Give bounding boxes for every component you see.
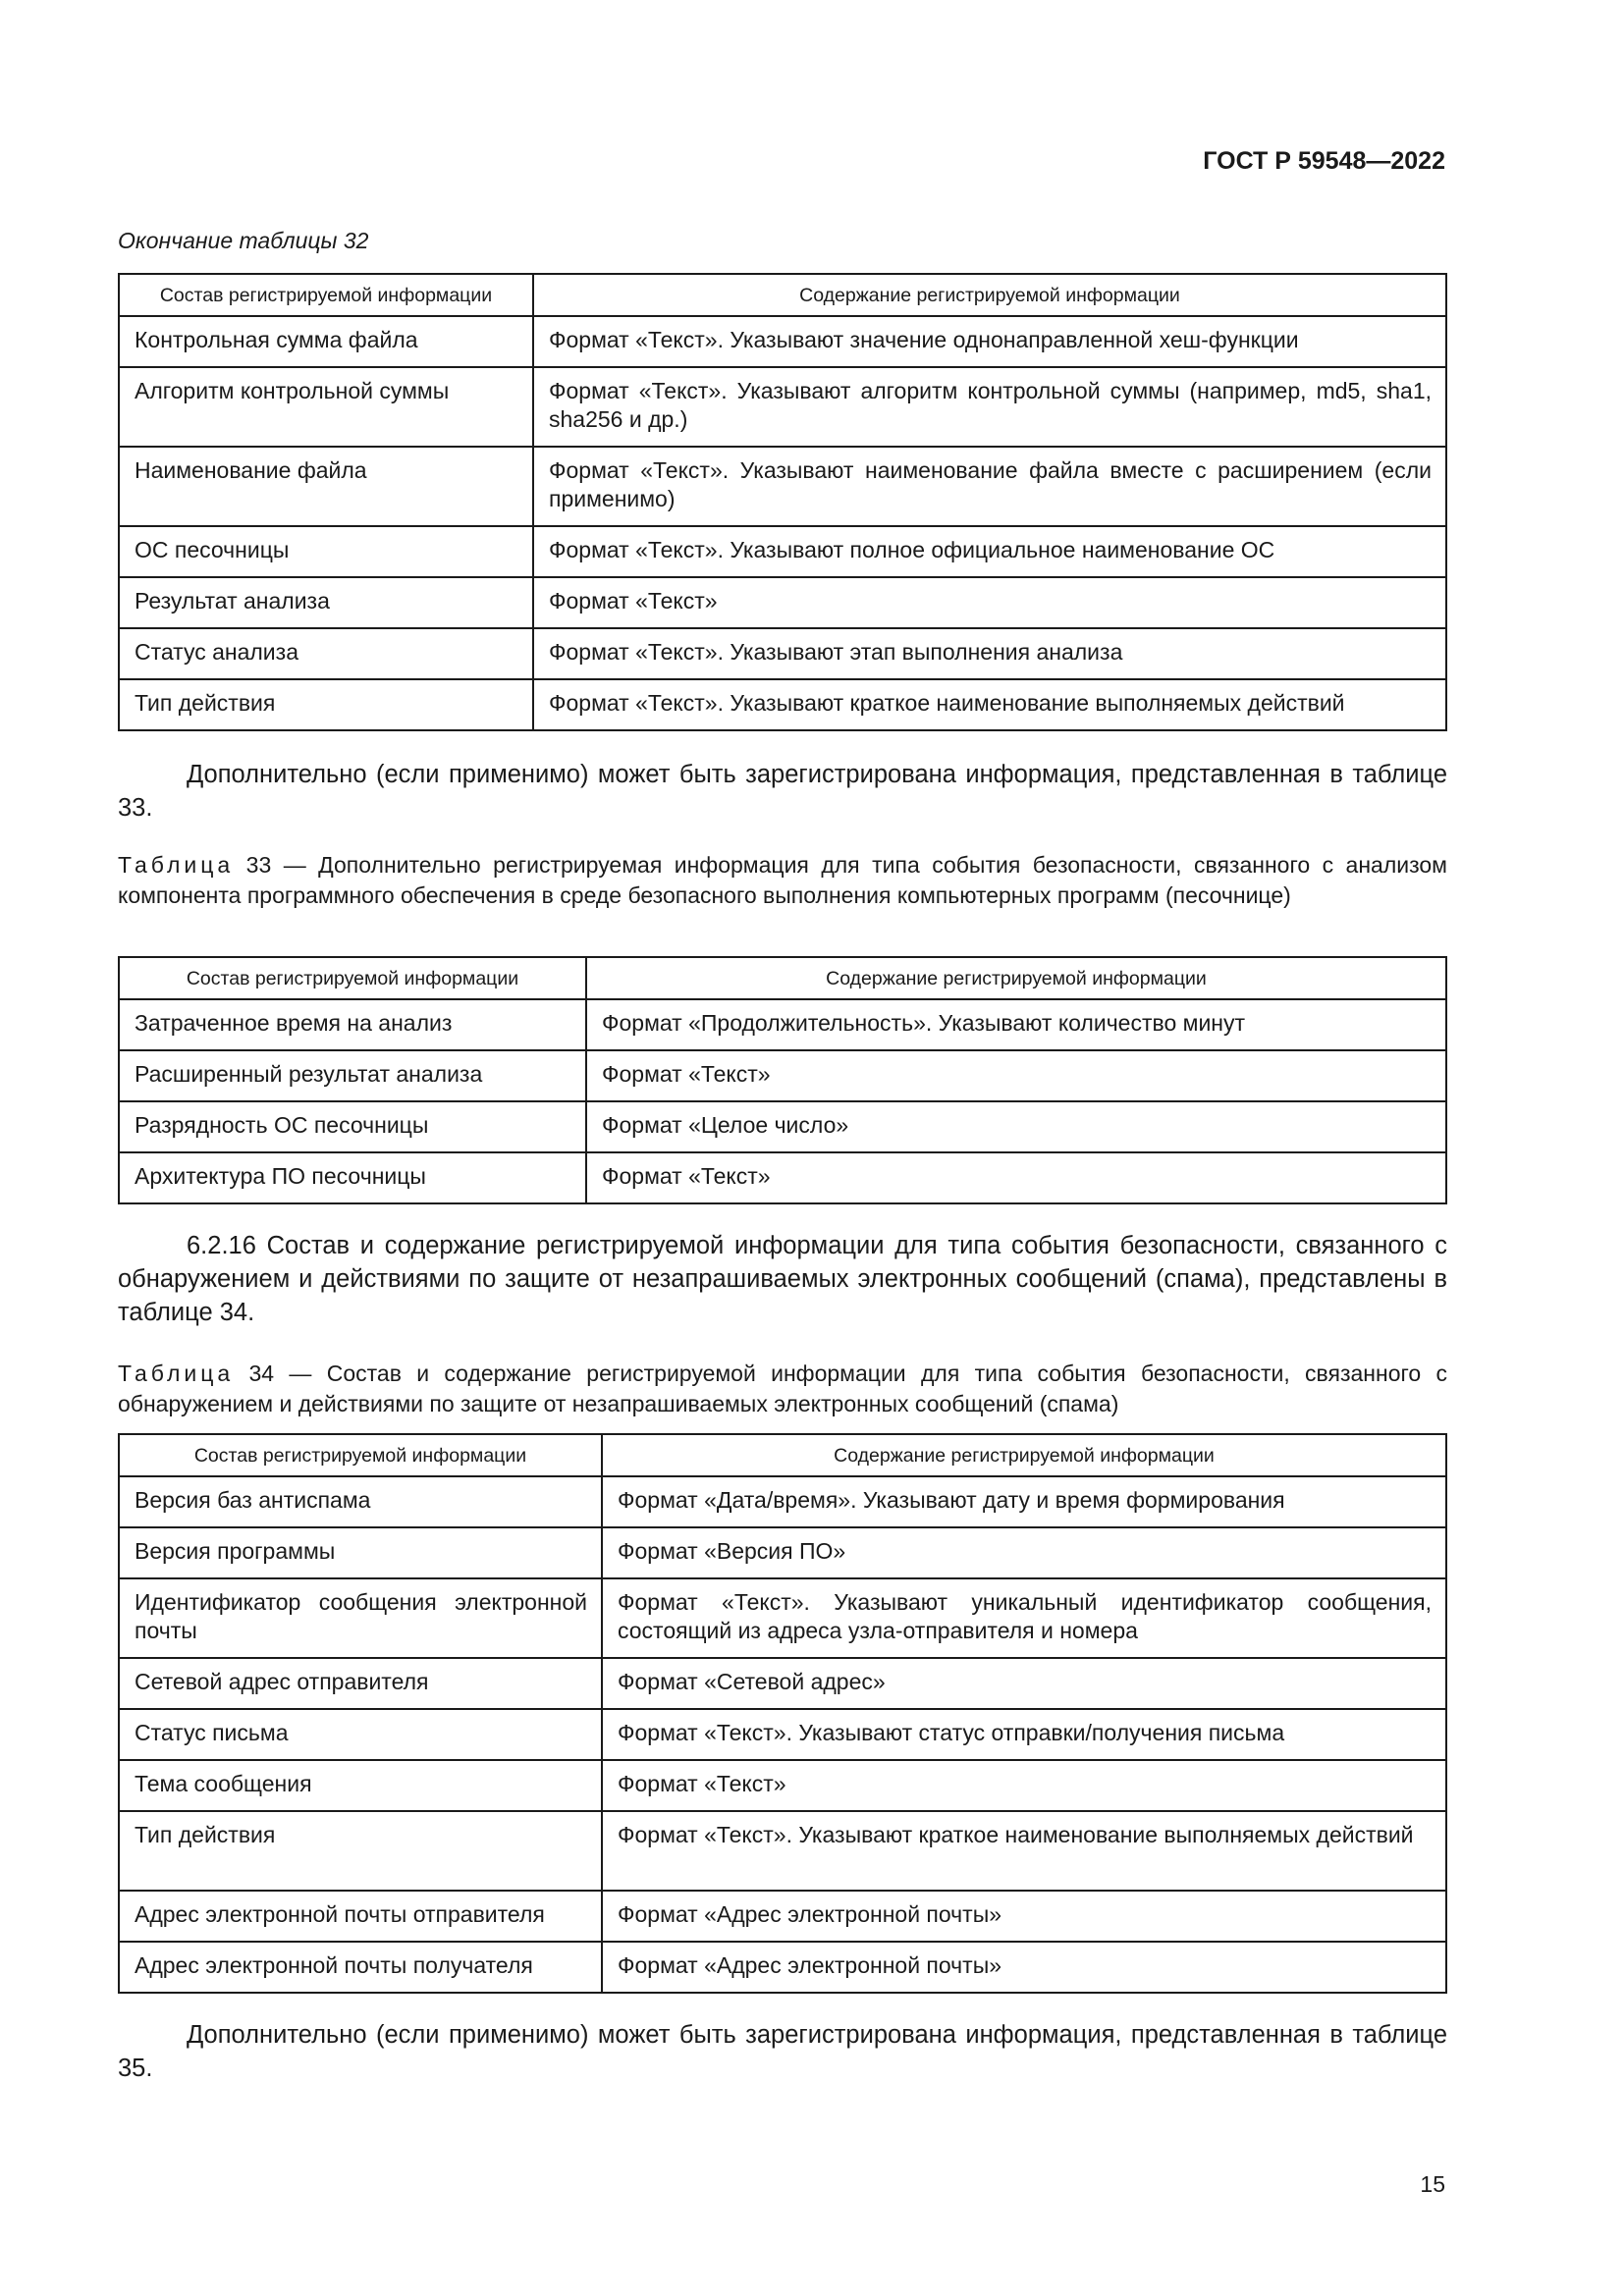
table-34-caption	[118, 1359, 1447, 1419]
table-cell: Формат «Текст». Указывают уникальный идентификатор сообщения, состоящий из адреса узла-отправителя и номера	[602, 1578, 1446, 1658]
table-cell: Формат «Дата/время». Указывают дату и время формирования	[602, 1476, 1446, 1527]
table-cell: Статус анализа	[119, 628, 533, 679]
table-cell: Наименование файла	[119, 447, 533, 526]
table-row	[119, 1476, 1446, 1527]
table-cell: Формат «Текст»	[586, 1050, 1446, 1101]
table-cell: Идентификатор сообщения электронной почты	[119, 1578, 602, 1658]
table-header-cell: Содержание регистрируемой информации	[533, 274, 1446, 316]
table-row	[119, 679, 1446, 730]
table-header-row	[119, 274, 1446, 316]
table-cell: Адрес электронной почты отправителя	[119, 1891, 602, 1942]
table-cell: Формат «Текст». Указывают наименование файла вместе с расширением (если применимо)	[533, 447, 1446, 526]
table-row	[119, 1942, 1446, 1993]
table-cell: Тип действия	[119, 1811, 602, 1891]
table-cell: Версия программы	[119, 1527, 602, 1578]
table-cell: Статус письма	[119, 1709, 602, 1760]
table-cell: Формат «Текст». Указывают значение однонаправленной хеш-функции	[533, 316, 1446, 367]
table-row	[119, 1891, 1446, 1942]
table-cell: Алгоритм контрольной суммы	[119, 367, 533, 447]
table-row	[119, 999, 1446, 1050]
table-cell: Формат «Целое число»	[586, 1101, 1446, 1152]
table-row	[119, 1760, 1446, 1811]
table-header-cell: Содержание регистрируемой информации	[586, 957, 1446, 999]
table-cell: ОС песочницы	[119, 526, 533, 577]
table-32	[118, 273, 1447, 731]
table-cell: Формат «Адрес электронной почты»	[602, 1891, 1446, 1942]
table-row	[119, 526, 1446, 577]
table-33-caption	[118, 850, 1447, 911]
table-row	[119, 316, 1446, 367]
table-cell: Формат «Текст»	[586, 1152, 1446, 1203]
table-cell: Тема сообщения	[119, 1760, 602, 1811]
table-caption-text: 33 — Дополнительно регистрируемая информация для типа события безопасности, связанного с анализом компонента программного обеспечения в среде безопасного выполнения компьютерных программ (песочнице)	[118, 852, 1447, 908]
table-row	[119, 1527, 1446, 1578]
table-cell: Архитектура ПО песочницы	[119, 1152, 586, 1203]
table-cell: Формат «Сетевой адрес»	[602, 1658, 1446, 1709]
table-cell: Формат «Текст». Указывают статус отправки/получения письма	[602, 1709, 1446, 1760]
table-cell: Формат «Текст»	[533, 577, 1446, 628]
table-header-row	[119, 957, 1446, 999]
table-row	[119, 628, 1446, 679]
table-header-cell: Состав регистрируемой информации	[119, 957, 586, 999]
table-cell: Формат «Текст». Указывают полное официальное наименование ОС	[533, 526, 1446, 577]
table-header-row	[119, 1434, 1446, 1476]
table-row	[119, 1050, 1446, 1101]
table-cell: Формат «Адрес электронной почты»	[602, 1942, 1446, 1993]
table-cell: Результат анализа	[119, 577, 533, 628]
table-cell: Адрес электронной почты получателя	[119, 1942, 602, 1993]
table-row	[119, 367, 1446, 447]
page-number: 15	[1420, 2171, 1445, 2197]
table-row	[119, 447, 1446, 526]
table-cell: Формат «Продолжительность». Указывают количество минут	[586, 999, 1446, 1050]
table-cell: Расширенный результат анализа	[119, 1050, 586, 1101]
table-row	[119, 1709, 1446, 1760]
standard-number: ГОСТ Р 59548—2022	[1203, 147, 1445, 175]
table-row	[119, 577, 1446, 628]
table-cell: Формат «Текст». Указывают этап выполнения анализа	[533, 628, 1446, 679]
table-caption-label: Таблица	[118, 1361, 235, 1386]
table-cell: Формат «Текст»	[602, 1760, 1446, 1811]
table-row	[119, 1658, 1446, 1709]
table-row	[119, 1811, 1446, 1891]
table-caption-text: 34 — Состав и содержание регистрируемой информации для типа события безопасности, связанного с обнаружением и действиями по защите от незапрашиваемых электронных сообщений (спама)	[118, 1361, 1447, 1416]
table-cell: Формат «Версия ПО»	[602, 1527, 1446, 1578]
table-caption-label: Таблица	[118, 852, 235, 878]
paragraph-text: Дополнительно (если применимо) может быть зарегистрирована информация, представленная в таблице 35.	[118, 2021, 1447, 2082]
table-header-cell: Содержание регистрируемой информации	[602, 1434, 1446, 1476]
table-header-cell: Состав регистрируемой информации	[119, 274, 533, 316]
table-34	[118, 1433, 1447, 1994]
table-row	[119, 1152, 1446, 1203]
table-row	[119, 1101, 1446, 1152]
table-cell: Сетевой адрес отправителя	[119, 1658, 602, 1709]
table-row	[119, 1578, 1446, 1658]
table-32-continuation-label: Окончание таблицы 32	[118, 228, 369, 253]
paragraph-additional-info-35	[118, 2018, 1447, 2085]
table-cell: Контрольная сумма файла	[119, 316, 533, 367]
paragraph-text: Дополнительно (если применимо) может быть зарегистрирована информация, представленная в таблице 33.	[118, 761, 1447, 822]
table-header-cell: Состав регистрируемой информации	[119, 1434, 602, 1476]
table-cell: Версия баз антиспама	[119, 1476, 602, 1527]
paragraph-6-2-16	[118, 1229, 1447, 1329]
table-33	[118, 956, 1447, 1204]
paragraph-additional-info-33	[118, 758, 1447, 825]
table-cell: Затраченное время на анализ	[119, 999, 586, 1050]
table-cell: Формат «Текст». Указывают краткое наименование выполняемых действий	[533, 679, 1446, 730]
table-cell: Тип действия	[119, 679, 533, 730]
table-cell: Формат «Текст». Указывают краткое наименование выполняемых действий	[602, 1811, 1446, 1891]
table-cell: Разрядность ОС песочницы	[119, 1101, 586, 1152]
table-cell: Формат «Текст». Указывают алгоритм контрольной суммы (например, md5, sha1, sha256 и др.)	[533, 367, 1446, 447]
paragraph-text: 6.2.16 Состав и содержание регистрируемой информации для типа события безопасности, связанного с обнаружением и действиями по защите от незапрашиваемых электронных сообщений (спама), представлены в таблице 34.	[118, 1232, 1447, 1326]
